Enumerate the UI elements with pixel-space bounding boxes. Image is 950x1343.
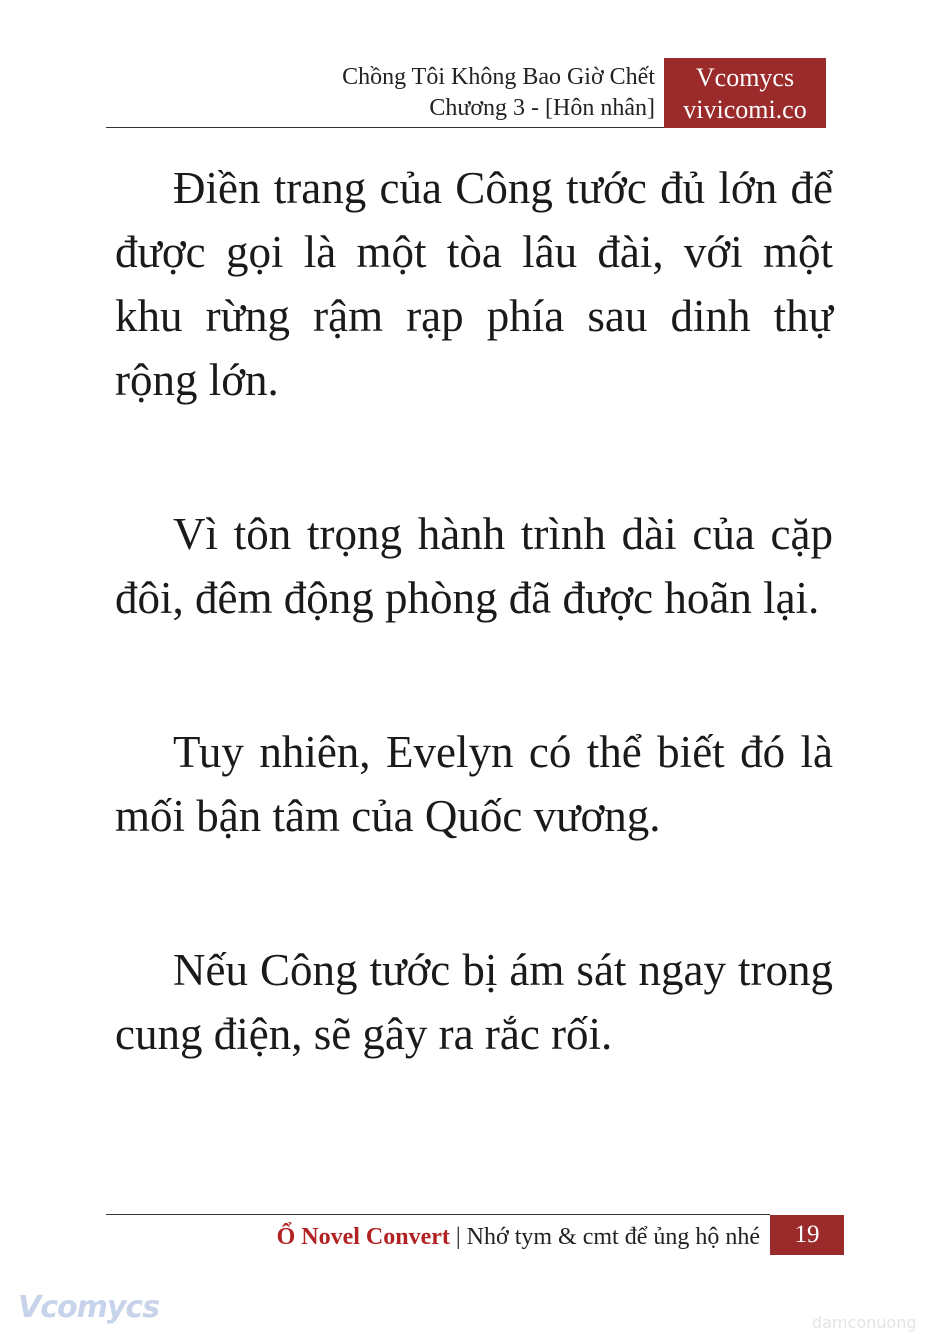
paragraph: Nếu Công tước bị ám sát ngay trong cung điện, sẽ gây ra rắc rối. xyxy=(115,945,833,1059)
badge-url: vivicomi.co xyxy=(683,95,807,124)
chapter-body xyxy=(115,156,833,1066)
paragraph: Điền trang của Công tước đủ lớn để được gọi là một tòa lâu đài, với một khu rừng rậm rạp phía sau dinh thự rộng lớn. xyxy=(115,163,833,405)
header-divider xyxy=(106,127,664,128)
footer-message: Nhớ tym & cmt để ủng hộ nhé xyxy=(466,1224,760,1250)
paragraph: Tuy nhiên, Evelyn có thể biết đó là mối bận tâm của Quốc vương. xyxy=(115,727,833,841)
footer-divider xyxy=(106,1214,770,1215)
site-badge xyxy=(664,58,826,128)
chapter-title: Chương 3 - [Hôn nhân] xyxy=(429,95,655,121)
book-title: Chồng Tôi Không Bao Giờ Chết xyxy=(342,64,655,90)
footer-separator: | xyxy=(449,1224,467,1250)
footer-brand: Ổ Novel Convert xyxy=(276,1224,450,1250)
footer-text xyxy=(277,1221,760,1253)
paragraph: Vì tôn trọng hành trình dài của cặp đôi, đêm động phòng đã được hoãn lại. xyxy=(115,509,833,623)
page-number: 19 xyxy=(770,1215,844,1255)
header-titles xyxy=(342,62,655,124)
watermark-logo: Vcomycs xyxy=(18,1290,160,1325)
badge-name: Vcomycs xyxy=(695,63,795,92)
watermark-text: damconuong xyxy=(812,1313,917,1332)
